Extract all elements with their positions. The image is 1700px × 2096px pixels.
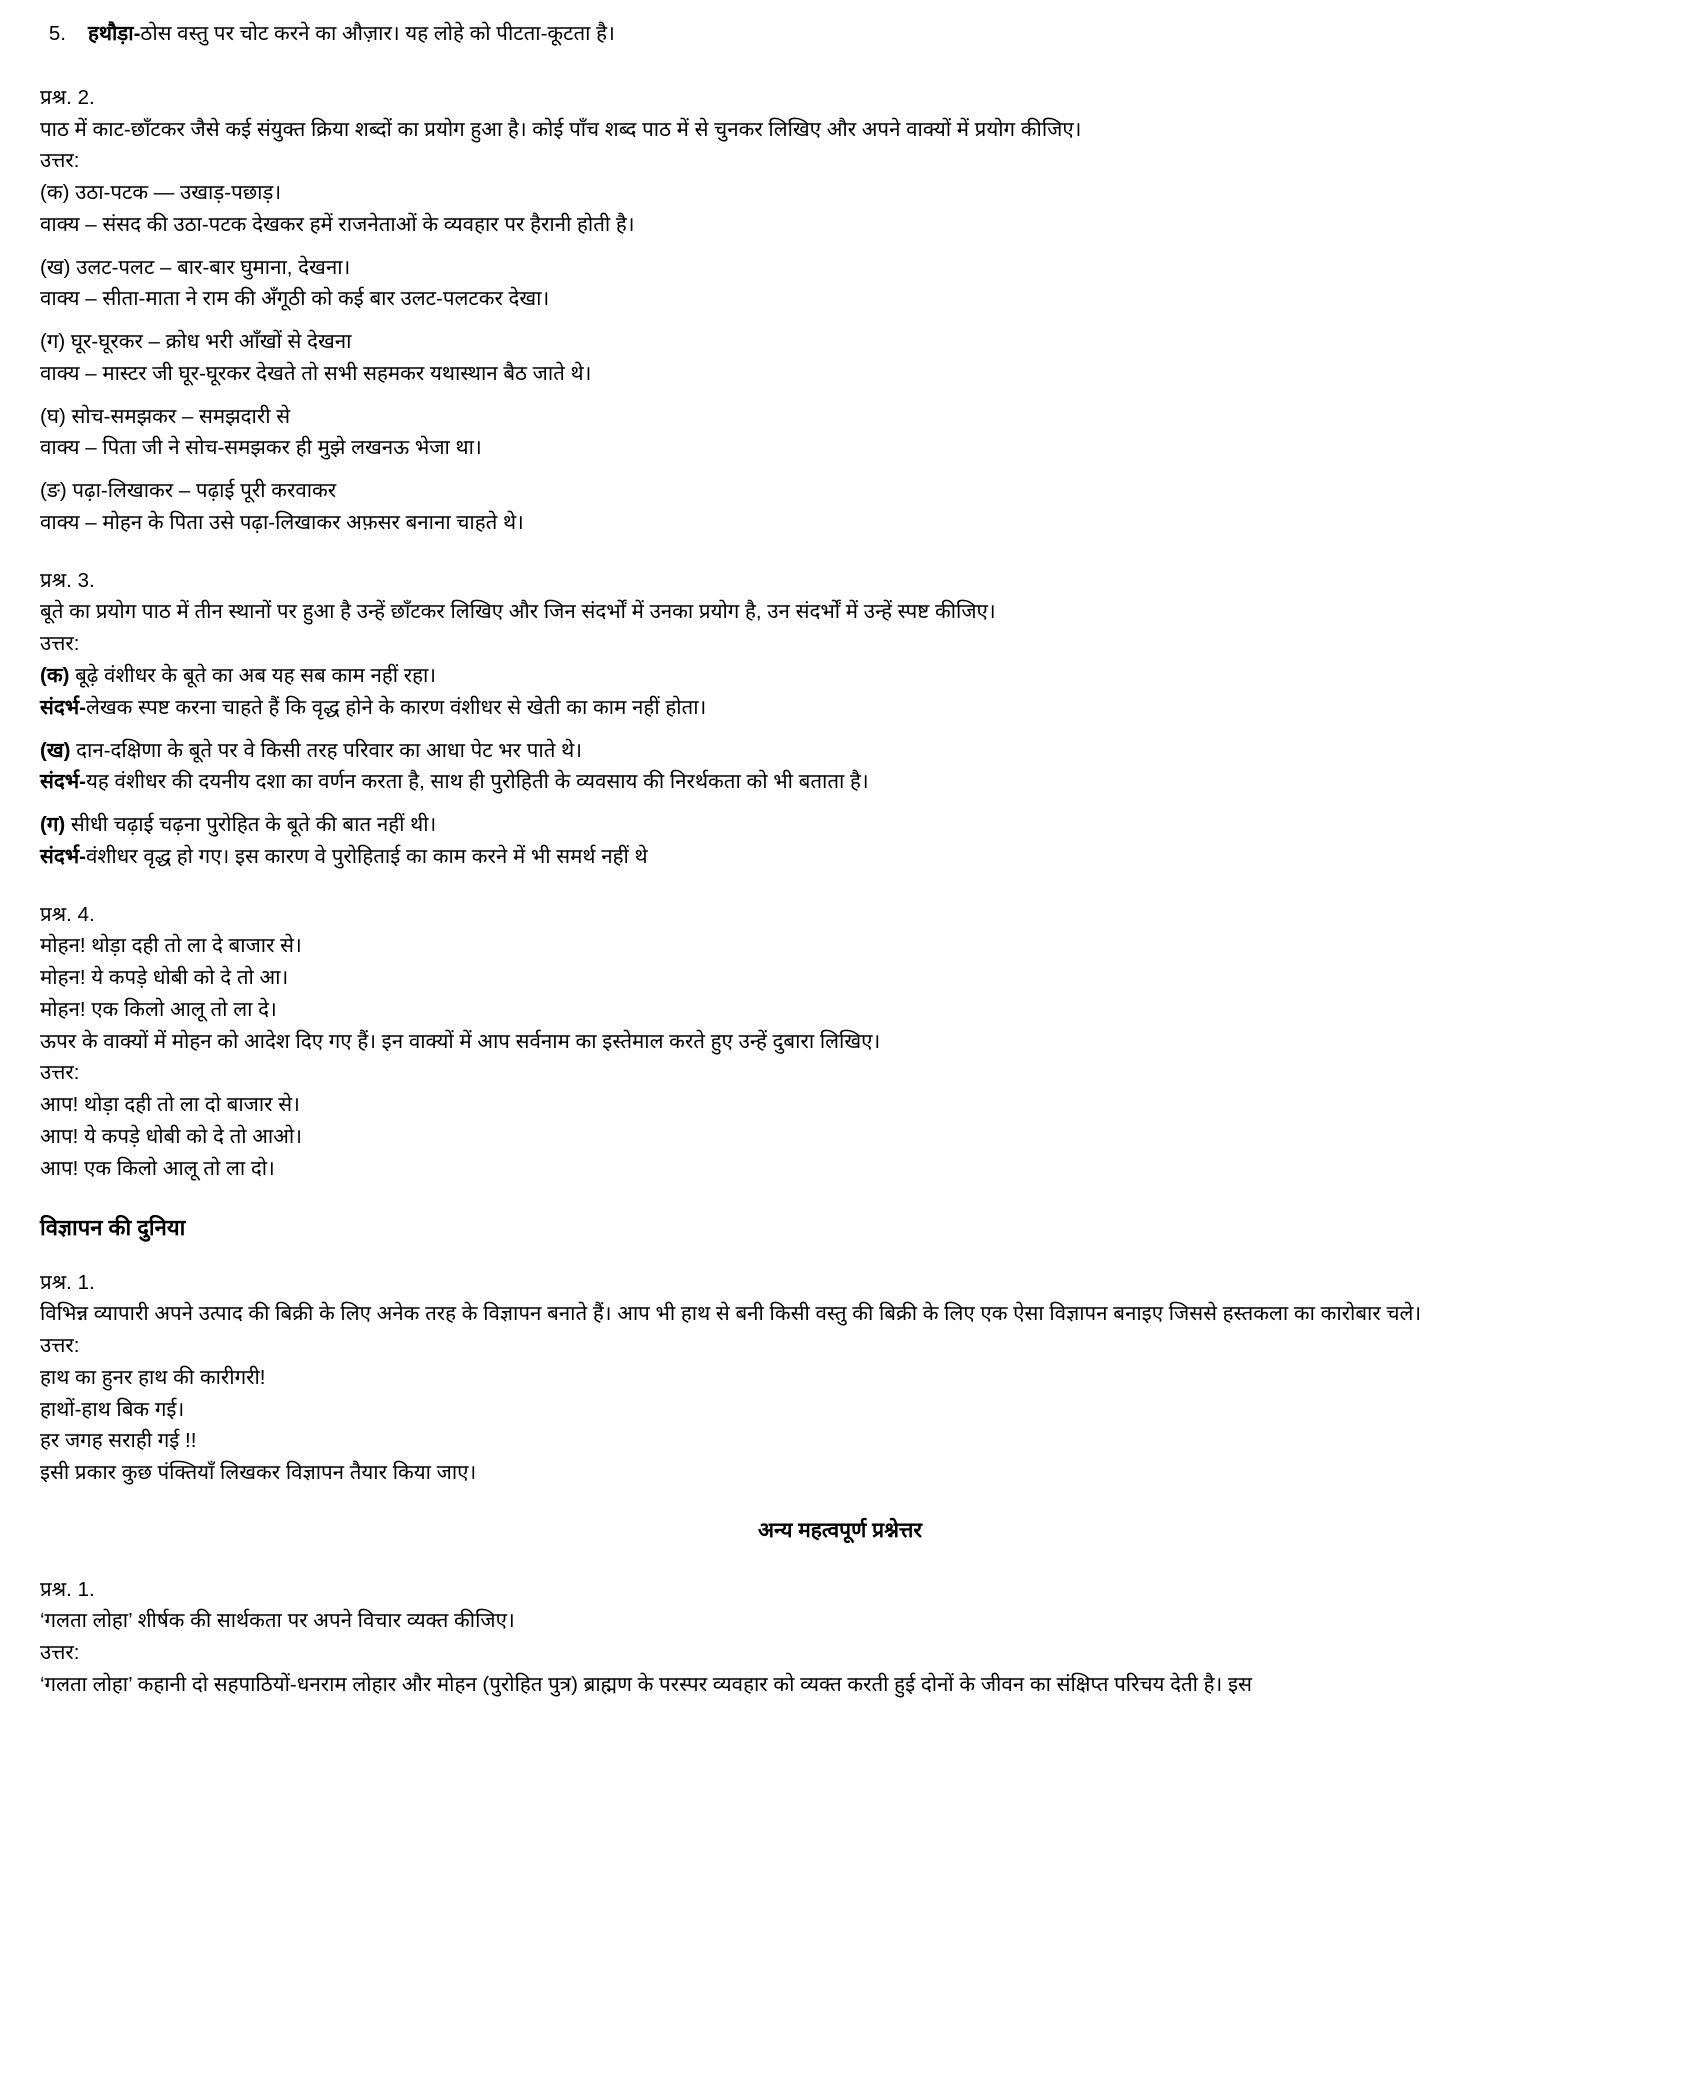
reference-label: संदर्भ-: [40, 695, 86, 719]
ad-question-1-label: प्रश्र. 1.: [40, 1270, 95, 1294]
spacer: [40, 1185, 1640, 1211]
answer-part-marker: (क): [40, 664, 70, 688]
spacer: [40, 724, 1640, 735]
answer-part: [40, 809, 1640, 841]
spacer: [40, 1548, 1640, 1574]
spacer: [40, 315, 1640, 326]
question-3-label: प्रश्र. 3.: [40, 568, 95, 592]
answer-part-sentence: वाक्य – संसद की उठा-पटक देखकर हमें राजनेताओं के व्यवहार पर हैरानी होती है।: [40, 212, 635, 236]
list-item: [40, 18, 1640, 50]
section-title-other-questions: अन्य महत्वपूर्ण प्रश्नेत्तर: [757, 1518, 923, 1542]
question-3-answer-label: उत्तर:: [40, 632, 80, 656]
answer-line: हाथ का हुनर हाथ की कारीगरी!: [40, 1365, 266, 1389]
answer-part-marker: (ग): [40, 813, 66, 837]
question-2-answer-label: उत्तर:: [40, 149, 80, 173]
spacer: [40, 1489, 1640, 1515]
answer-part: [40, 660, 1640, 692]
reference-text: वंशीधर वृद्ध हो गए। इस कारण वे पुरोहिताई का काम करने में भी समर्थ नहीं थे: [85, 844, 648, 868]
answer-part-head: (क) उठा-पटक — उखाड़-पछाड़।: [40, 181, 282, 205]
answer-line: हाथों-हाथ बिक गई।: [40, 1397, 185, 1421]
question-3-text: बूते का प्रयोग पाठ में तीन स्थानों पर हुआ है उन्हें छाँटकर लिखिए और जिन संदर्भों में उनका प्रयोग है, उन संदर्भों में उन्हें स्पष्ट कीजिए।: [40, 600, 996, 624]
ad-question-1-text: विभिन्न व्यापारी अपने उत्पाद की बिक्री के लिए अनेक तरह के विज्ञापन बनाते हैं। आप भी हाथ से बनी किसी वस्तु की बिक्री के लिए एक ऐसा विज्ञापन बनाइए जिससे हस्तकला का कारोबार चले।: [40, 1302, 1422, 1326]
spacer: [40, 390, 1640, 401]
answer-part: [40, 735, 1640, 767]
answer-part-sentence: वाक्य – पिता जी ने सोच-समझकर ही मुझे लखनऊ भेजा था।: [40, 436, 482, 460]
spacer: [40, 464, 1640, 475]
list-item-text: [88, 18, 1640, 50]
question-4-answer-label: उत्तर:: [40, 1061, 80, 1085]
answer-part-head: (ङ) पढ़ा-लिखाकर – पढ़ाई पूरी करवाकर: [40, 479, 337, 503]
answer-part-head: (ख) उलट-पलट – बार-बार घुमाना, देखना।: [40, 255, 351, 279]
question-4-line: मोहन! एक किलो आलू तो ला दे।: [40, 997, 277, 1021]
other-question-1-label: प्रश्र. 1.: [40, 1577, 95, 1601]
answer-part-reference: [40, 692, 1640, 724]
question-2-label: प्रश्र. 2.: [40, 85, 95, 109]
answer-line: आप! ये कपड़े धोबी को दे तो आओ।: [40, 1124, 302, 1148]
spacer: [40, 56, 1640, 82]
answer-part-reference: [40, 766, 1640, 798]
spacer: [40, 1245, 1640, 1267]
question-2-text: पाठ में काट-छाँटकर जैसे कई संयुक्त क्रिया शब्दों का प्रयोग हुआ है। कोई पाँच शब्द पाठ में से चुनकर लिखिए और अपने वाक्यों में प्रयोग कीजिए।: [40, 117, 1082, 141]
answer-part-head: (घ) सोच-समझकर – समझदारी से: [40, 404, 291, 428]
list-item-number: 5.: [48, 22, 66, 45]
question-4-label: प्रश्र. 4.: [40, 902, 95, 926]
answer-part-sentence: वाक्य – मास्टर जी घूर-घूरकर देखते तो सभी सहमकर यथास्थान बैठ जाते थे।: [40, 361, 592, 385]
answer-line: आप! एक किलो आलू तो ला दो।: [40, 1156, 275, 1180]
answer-part-marker: (ख): [40, 738, 71, 762]
spacer: [40, 798, 1640, 809]
answer-part-reference: [40, 841, 1640, 873]
answer-line: आप! थोड़ा दही तो ला दो बाजार से।: [40, 1093, 300, 1117]
reference-text: यह वंशीधर की दयनीय दशा का वर्णन करता है, साथ ही पुरोहिती के व्यवसाय की निरर्थकता को भी बताता है।: [85, 770, 869, 794]
question-4-line: मोहन! थोड़ा दही तो ला दे बाजार से।: [40, 934, 302, 958]
answer-part-head: (ग) घूर-घूरकर – क्रोध भरी आँखों से देखना: [40, 330, 352, 354]
answer-part-head: सीधी चढ़ाई चढ़ना पुरोहित के बूते की बात नहीं थी।: [65, 813, 437, 837]
other-question-1-answer: ‘गलता लोहा’ कहानी दो सहपाठियों-धनराम लोहार और मोहन (पुरोहित पुत्र) ब्राह्मण के परस्पर व्यवहार को व्यक्त करती हुई दोनों के जीवन का संक्षिप्त परिचय देती है। इस: [40, 1672, 1252, 1696]
reference-text: लेखक स्पष्ट करना चाहते हैं कि वृद्ध होने के कारण वंशीधर से खेती का काम नहीं होता।: [85, 695, 707, 719]
answer-part-sentence: वाक्य – सीता-माता ने राम की अँगूठी को कई बार उलट-पलटकर देखा।: [40, 287, 550, 311]
question-4-instruction: ऊपर के वाक्यों में मोहन को आदेश दिए गए हैं। इन वाक्यों में आप सर्वनाम का इस्तेमाल करते हुए उन्हें दुबारा लिखिए।: [40, 1029, 881, 1053]
reference-label: संदर्भ-: [40, 844, 86, 868]
answer-part-head: बूढ़े वंशीधर के बूते का अब यह सब काम नहीं रहा।: [69, 664, 437, 688]
question-4-line: मोहन! ये कपड़े धोबी को दे तो आ।: [40, 966, 289, 990]
answer-part-head: दान-दक्षिणा के बूते पर वे किसी तरह परिवार का आधा पेट भर पाते थे।: [70, 738, 582, 762]
spacer: [40, 873, 1640, 899]
answer-part-sentence: वाक्य – मोहन के पिता उसे पढ़ा-लिखाकर अफ़सर बनाना चाहते थे।: [40, 510, 524, 534]
spacer: [40, 241, 1640, 252]
answer-line: इसी प्रकार कुछ पंक्तियाँ लिखकर विज्ञापन तैयार किया जाए।: [40, 1461, 477, 1485]
spacer: [40, 539, 1640, 565]
list-item-term: हथौड़ा-: [88, 22, 141, 45]
list-item-definition: ठोस वस्तु पर चोट करने का औज़ार। यह लोहे को पीटता-कूटता है।: [140, 22, 615, 45]
answer-line: हर जगह सराही गई !!: [40, 1429, 197, 1453]
reference-label: संदर्भ-: [40, 770, 86, 794]
section-title-advertisement: विज्ञापन की दुनिया: [40, 1214, 186, 1240]
other-question-1-answer-label: उत्तर:: [40, 1641, 80, 1665]
other-question-1-text: ‘गलता लोहा’ शीर्षक की सार्थकता पर अपने विचार व्यक्त कीजिए।: [40, 1609, 515, 1633]
ad-question-1-answer-label: उत्तर:: [40, 1334, 80, 1358]
